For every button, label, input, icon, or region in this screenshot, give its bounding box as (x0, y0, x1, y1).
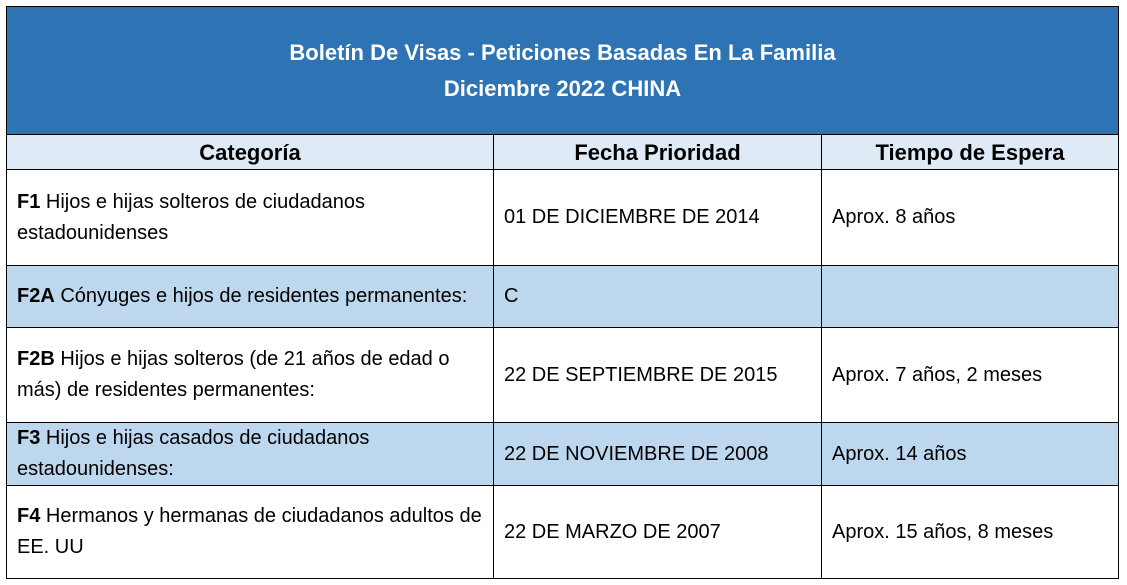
category-description: Hermanos y hermanas de ciudadanos adultos de EE. UU (17, 505, 482, 558)
category-code: F2B (17, 348, 55, 370)
category-code: F1 (17, 190, 41, 213)
column-header-priority-date: Fecha Prioridad (494, 135, 822, 169)
table-row (7, 423, 1118, 486)
table-row (7, 170, 1118, 266)
visa-bulletin-table (6, 6, 1119, 579)
wait-time-cell: Aprox. 8 años (832, 206, 956, 228)
priority-date-cell: 22 DE SEPTIEMBRE DE 2015 (494, 328, 822, 422)
priority-date-cell: 22 DE MARZO DE 2007 (494, 486, 822, 578)
title-line-1: Boletín De Visas - Peticiones Basadas En La Familia (289, 39, 836, 65)
category-cell (7, 486, 494, 578)
priority-date-cell: C (494, 266, 822, 327)
category-cell (7, 328, 494, 422)
priority-date-cell: 01 DE DICIEMBRE DE 2014 (494, 170, 822, 265)
wait-time-cell: Aprox. 15 años, 8 meses (832, 520, 1054, 543)
header-row (7, 135, 1118, 170)
table-row (7, 328, 1118, 423)
category-description: Cónyuges e hijos de residentes permanentes: (54, 285, 468, 307)
column-header-category: Categoría (7, 135, 494, 169)
category-description: Hijos e hijas solteros (de 21 años de edad o más) de residentes permanentes: (17, 348, 450, 401)
category-code: F2A (17, 285, 55, 307)
category-cell (7, 170, 494, 265)
category-description: Hijos e hijas casados de ciudadanos estadounidenses: (17, 427, 370, 480)
category-cell (7, 266, 494, 327)
table-title (7, 7, 1118, 135)
table-row (7, 266, 1118, 328)
category-description: Hijos e hijas solteros de ciudadanos estadounidenses (17, 190, 365, 244)
table-row (7, 486, 1118, 578)
wait-time-cell (822, 266, 1118, 327)
priority-date-cell: 22 DE NOVIEMBRE DE 2008 (494, 423, 822, 485)
wait-time-cell: Aprox. 7 años, 2 meses (832, 363, 1043, 386)
category-cell (7, 423, 494, 485)
column-header-wait-time: Tiempo de Espera (875, 139, 1065, 165)
category-code: F4 (17, 505, 41, 527)
title-line-2: Diciembre 2022 CHINA (443, 75, 682, 101)
category-code: F3 (17, 427, 41, 449)
wait-time-cell: Aprox. 14 años (832, 442, 967, 465)
